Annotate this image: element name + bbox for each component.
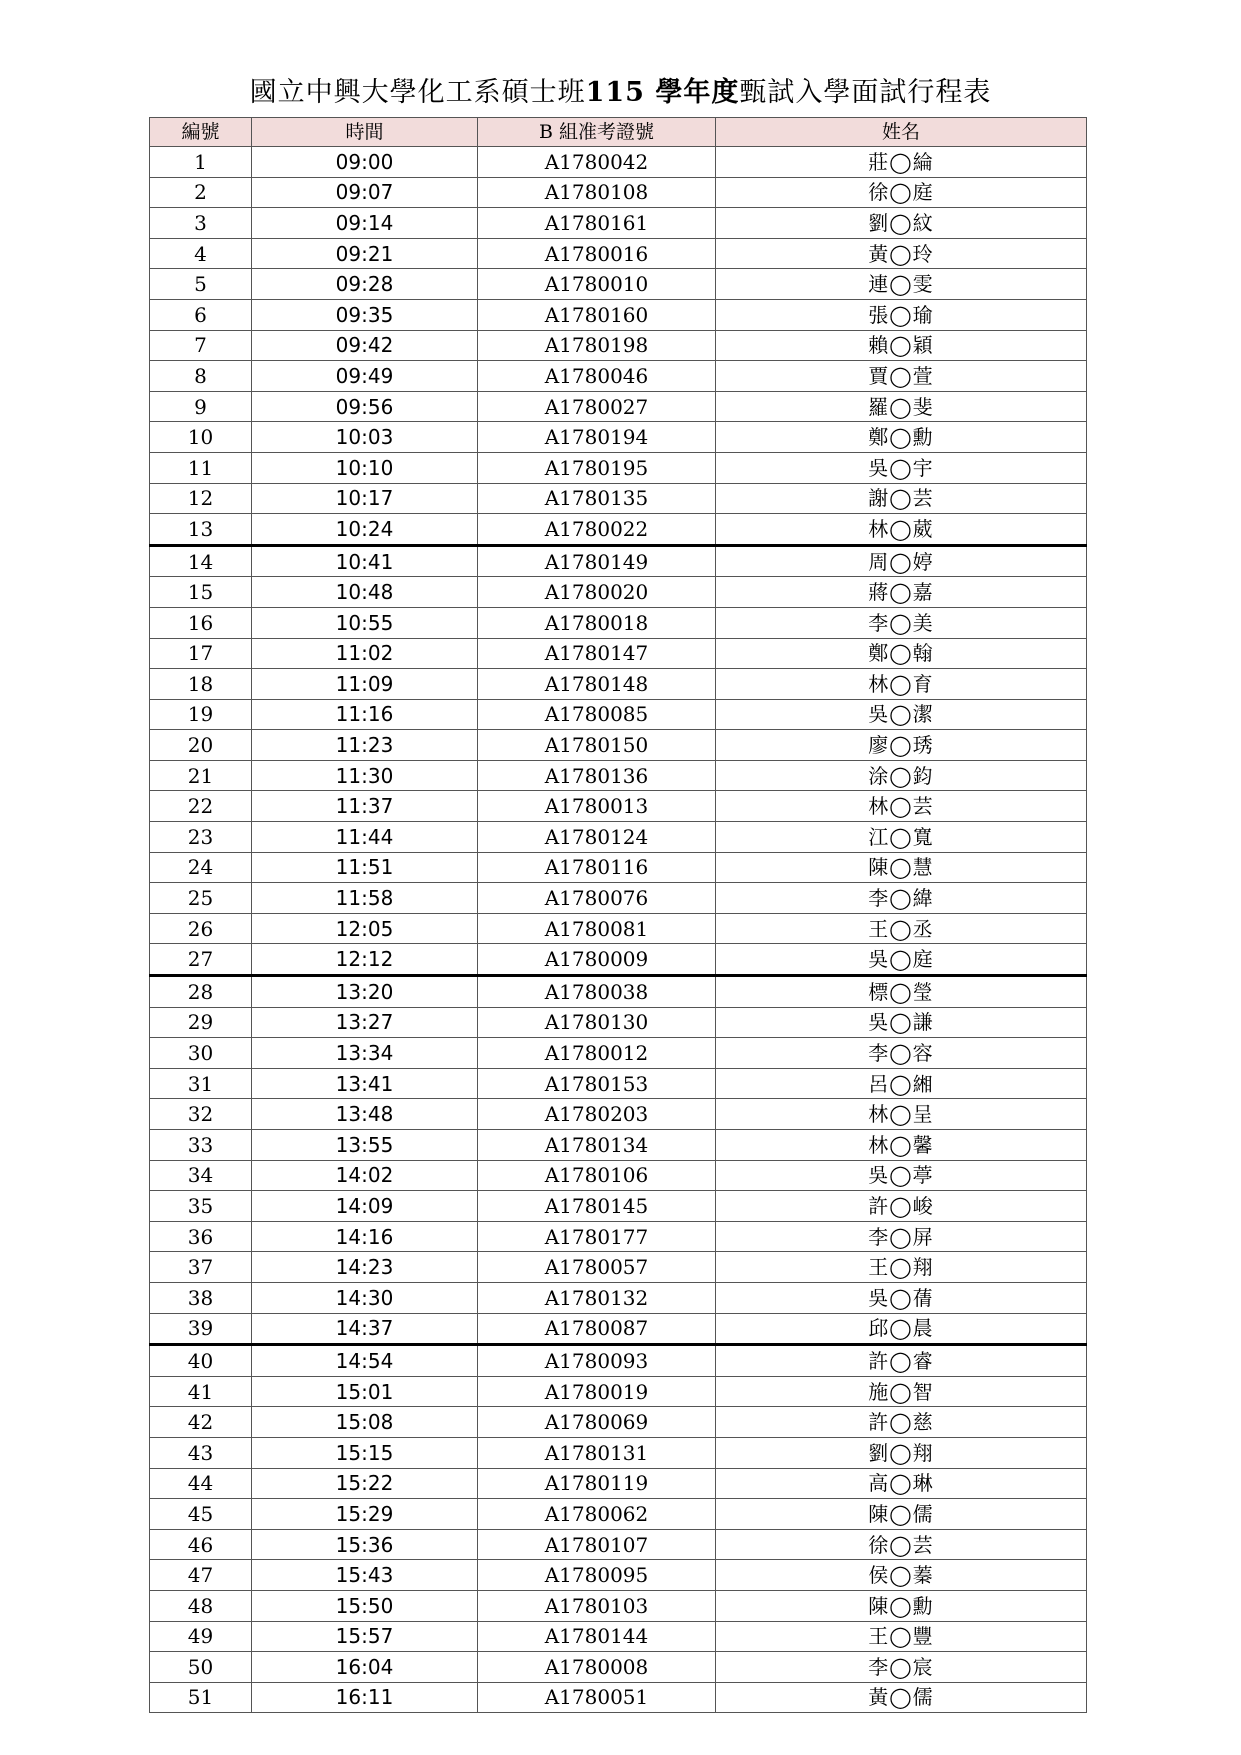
table-row xyxy=(150,1652,1087,1683)
table-row xyxy=(150,944,1087,976)
table-row xyxy=(150,730,1087,761)
table-row xyxy=(150,391,1087,422)
table-row xyxy=(150,1560,1087,1591)
table-row xyxy=(150,1313,1087,1345)
row-time: 13:20 xyxy=(252,976,478,1008)
row-name: 鄭◯勳 xyxy=(716,422,1087,453)
row-time: 15:57 xyxy=(252,1621,478,1652)
row-name: 黃◯玲 xyxy=(716,238,1087,269)
row-exam-id: A1780093 xyxy=(478,1345,716,1377)
row-exam-id: A1780010 xyxy=(478,269,716,300)
row-name: 林◯馨 xyxy=(716,1130,1087,1161)
row-exam-id: A1780198 xyxy=(478,330,716,361)
row-number: 23 xyxy=(150,822,252,853)
row-name: 黃◯儒 xyxy=(716,1682,1087,1713)
table-row xyxy=(150,791,1087,822)
row-time: 11:58 xyxy=(252,883,478,914)
row-exam-id: A1780145 xyxy=(478,1191,716,1222)
table-row xyxy=(150,1376,1087,1407)
row-name: 吳◯庭 xyxy=(716,944,1087,976)
row-number: 51 xyxy=(150,1682,252,1713)
row-number: 15 xyxy=(150,577,252,608)
row-time: 15:29 xyxy=(252,1499,478,1530)
row-exam-id: A1780177 xyxy=(478,1221,716,1252)
row-number: 21 xyxy=(150,760,252,791)
row-name: 許◯慈 xyxy=(716,1407,1087,1438)
table-row xyxy=(150,361,1087,392)
table-row xyxy=(150,299,1087,330)
row-exam-id: A1780107 xyxy=(478,1529,716,1560)
row-name: 吳◯蒨 xyxy=(716,1282,1087,1313)
row-exam-id: A1780134 xyxy=(478,1130,716,1161)
row-time: 09:35 xyxy=(252,299,478,330)
row-name: 謝◯芸 xyxy=(716,483,1087,514)
row-name: 徐◯芸 xyxy=(716,1529,1087,1560)
row-exam-id: A1780042 xyxy=(478,147,716,178)
row-name: 李◯宸 xyxy=(716,1652,1087,1683)
row-number: 7 xyxy=(150,330,252,361)
row-time: 16:04 xyxy=(252,1652,478,1683)
row-name: 徐◯庭 xyxy=(716,177,1087,208)
table-row xyxy=(150,330,1087,361)
row-number: 28 xyxy=(150,976,252,1008)
table-row xyxy=(150,822,1087,853)
row-name: 鄭◯翰 xyxy=(716,638,1087,669)
row-time: 13:48 xyxy=(252,1099,478,1130)
header-no: 編號 xyxy=(150,118,252,147)
row-number: 37 xyxy=(150,1252,252,1283)
table-row xyxy=(150,607,1087,638)
row-number: 27 xyxy=(150,944,252,976)
row-exam-id: A1780019 xyxy=(478,1376,716,1407)
page-title xyxy=(0,76,1241,110)
row-exam-id: A1780160 xyxy=(478,299,716,330)
row-name: 許◯睿 xyxy=(716,1345,1087,1377)
table-row xyxy=(150,1191,1087,1222)
row-name: 江◯寬 xyxy=(716,822,1087,853)
row-time: 14:02 xyxy=(252,1160,478,1191)
row-time: 09:49 xyxy=(252,361,478,392)
header-time: 時間 xyxy=(252,118,478,147)
row-name: 劉◯翔 xyxy=(716,1437,1087,1468)
row-time: 15:22 xyxy=(252,1468,478,1499)
row-name: 王◯翔 xyxy=(716,1252,1087,1283)
row-name: 林◯芸 xyxy=(716,791,1087,822)
row-exam-id: A1780008 xyxy=(478,1652,716,1683)
title-academic-year: 115 學年度 xyxy=(585,77,740,108)
table-row xyxy=(150,699,1087,730)
row-number: 42 xyxy=(150,1407,252,1438)
row-number: 12 xyxy=(150,483,252,514)
table-row xyxy=(150,208,1087,239)
table-row xyxy=(150,1282,1087,1313)
row-name: 邱◯晨 xyxy=(716,1313,1087,1345)
row-time: 10:24 xyxy=(252,514,478,546)
row-time: 14:16 xyxy=(252,1221,478,1252)
row-time: 14:30 xyxy=(252,1282,478,1313)
table-row xyxy=(150,452,1087,483)
row-exam-id: A1780130 xyxy=(478,1007,716,1038)
row-name: 羅◯斐 xyxy=(716,391,1087,422)
row-time: 09:07 xyxy=(252,177,478,208)
table-row xyxy=(150,1099,1087,1130)
row-number: 39 xyxy=(150,1313,252,1345)
row-number: 49 xyxy=(150,1621,252,1652)
table-row xyxy=(150,577,1087,608)
row-name: 林◯育 xyxy=(716,669,1087,700)
row-exam-id: A1780116 xyxy=(478,852,716,883)
row-exam-id: A1780124 xyxy=(478,822,716,853)
table-header-row xyxy=(150,118,1087,147)
row-time: 11:23 xyxy=(252,730,478,761)
row-exam-id: A1780009 xyxy=(478,944,716,976)
table-row xyxy=(150,883,1087,914)
table-row xyxy=(150,1130,1087,1161)
table-row xyxy=(150,514,1087,546)
row-exam-id: A1780119 xyxy=(478,1468,716,1499)
row-name: 蔣◯嘉 xyxy=(716,577,1087,608)
table-row xyxy=(150,1468,1087,1499)
row-number: 16 xyxy=(150,607,252,638)
row-exam-id: A1780012 xyxy=(478,1038,716,1069)
row-exam-id: A1780148 xyxy=(478,669,716,700)
row-time: 15:08 xyxy=(252,1407,478,1438)
row-number: 1 xyxy=(150,147,252,178)
row-number: 33 xyxy=(150,1130,252,1161)
row-time: 11:30 xyxy=(252,760,478,791)
row-time: 15:01 xyxy=(252,1376,478,1407)
row-time: 11:09 xyxy=(252,669,478,700)
row-number: 6 xyxy=(150,299,252,330)
row-time: 15:15 xyxy=(252,1437,478,1468)
row-number: 13 xyxy=(150,514,252,546)
row-number: 10 xyxy=(150,422,252,453)
row-name: 賴◯穎 xyxy=(716,330,1087,361)
row-exam-id: A1780016 xyxy=(478,238,716,269)
row-time: 16:11 xyxy=(252,1682,478,1713)
row-time: 13:55 xyxy=(252,1130,478,1161)
row-number: 48 xyxy=(150,1590,252,1621)
row-name: 李◯緯 xyxy=(716,883,1087,914)
row-number: 36 xyxy=(150,1221,252,1252)
row-exam-id: A1780085 xyxy=(478,699,716,730)
row-exam-id: A1780161 xyxy=(478,208,716,239)
row-name: 連◯雯 xyxy=(716,269,1087,300)
row-number: 5 xyxy=(150,269,252,300)
table-row xyxy=(150,976,1087,1008)
row-name: 吳◯葶 xyxy=(716,1160,1087,1191)
header-exam-id: B 組准考證號 xyxy=(478,118,716,147)
row-number: 22 xyxy=(150,791,252,822)
row-number: 8 xyxy=(150,361,252,392)
table-row xyxy=(150,1345,1087,1377)
table-row xyxy=(150,177,1087,208)
row-time: 10:55 xyxy=(252,607,478,638)
row-name: 侯◯蓁 xyxy=(716,1560,1087,1591)
row-exam-id: A1780135 xyxy=(478,483,716,514)
row-name: 林◯呈 xyxy=(716,1099,1087,1130)
row-name: 高◯琳 xyxy=(716,1468,1087,1499)
row-exam-id: A1780203 xyxy=(478,1099,716,1130)
row-number: 38 xyxy=(150,1282,252,1313)
row-exam-id: A1780020 xyxy=(478,577,716,608)
row-number: 4 xyxy=(150,238,252,269)
row-time: 10:10 xyxy=(252,452,478,483)
table-row xyxy=(150,1007,1087,1038)
row-number: 24 xyxy=(150,852,252,883)
row-exam-id: A1780195 xyxy=(478,452,716,483)
row-exam-id: A1780136 xyxy=(478,760,716,791)
row-time: 11:37 xyxy=(252,791,478,822)
row-number: 35 xyxy=(150,1191,252,1222)
row-number: 3 xyxy=(150,208,252,239)
row-exam-id: A1780027 xyxy=(478,391,716,422)
row-number: 18 xyxy=(150,669,252,700)
row-exam-id: A1780194 xyxy=(478,422,716,453)
row-name: 王◯丞 xyxy=(716,913,1087,944)
table-row xyxy=(150,1160,1087,1191)
row-exam-id: A1780108 xyxy=(478,177,716,208)
row-number: 14 xyxy=(150,545,252,577)
row-exam-id: A1780076 xyxy=(478,883,716,914)
row-time: 09:14 xyxy=(252,208,478,239)
row-time: 09:00 xyxy=(252,147,478,178)
row-name: 施◯智 xyxy=(716,1376,1087,1407)
title-department: 國立中興大學化工系碩士班 xyxy=(249,77,586,108)
row-number: 43 xyxy=(150,1437,252,1468)
row-exam-id: A1780038 xyxy=(478,976,716,1008)
table-row xyxy=(150,1682,1087,1713)
row-number: 31 xyxy=(150,1068,252,1099)
row-exam-id: A1780095 xyxy=(478,1560,716,1591)
table-row xyxy=(150,913,1087,944)
row-exam-id: A1780051 xyxy=(478,1682,716,1713)
row-number: 45 xyxy=(150,1499,252,1530)
table-row xyxy=(150,669,1087,700)
row-name: 王◯豐 xyxy=(716,1621,1087,1652)
row-time: 13:34 xyxy=(252,1038,478,1069)
row-exam-id: A1780149 xyxy=(478,545,716,577)
row-time: 09:42 xyxy=(252,330,478,361)
row-name: 廖◯琇 xyxy=(716,730,1087,761)
table-row xyxy=(150,1252,1087,1283)
table-row xyxy=(150,638,1087,669)
row-number: 47 xyxy=(150,1560,252,1591)
row-name: 李◯容 xyxy=(716,1038,1087,1069)
table-row xyxy=(150,1038,1087,1069)
row-exam-id: A1780081 xyxy=(478,913,716,944)
row-name: 涂◯鈞 xyxy=(716,760,1087,791)
row-time: 14:37 xyxy=(252,1313,478,1345)
row-time: 10:48 xyxy=(252,577,478,608)
row-time: 10:17 xyxy=(252,483,478,514)
row-number: 26 xyxy=(150,913,252,944)
table-row xyxy=(150,269,1087,300)
table-row xyxy=(150,1068,1087,1099)
row-name: 吳◯潔 xyxy=(716,699,1087,730)
row-time: 09:21 xyxy=(252,238,478,269)
row-name: 莊◯綸 xyxy=(716,147,1087,178)
row-number: 19 xyxy=(150,699,252,730)
row-exam-id: A1780131 xyxy=(478,1437,716,1468)
row-exam-id: A1780103 xyxy=(478,1590,716,1621)
table-row xyxy=(150,1590,1087,1621)
row-time: 09:28 xyxy=(252,269,478,300)
table-row xyxy=(150,760,1087,791)
table-row xyxy=(150,1621,1087,1652)
row-exam-id: A1780087 xyxy=(478,1313,716,1345)
row-time: 14:54 xyxy=(252,1345,478,1377)
row-exam-id: A1780057 xyxy=(478,1252,716,1283)
row-time: 09:56 xyxy=(252,391,478,422)
row-exam-id: A1780022 xyxy=(478,514,716,546)
row-time: 13:41 xyxy=(252,1068,478,1099)
row-name: 李◯屏 xyxy=(716,1221,1087,1252)
row-exam-id: A1780153 xyxy=(478,1068,716,1099)
table-row xyxy=(150,1407,1087,1438)
row-time: 10:41 xyxy=(252,545,478,577)
row-number: 11 xyxy=(150,452,252,483)
row-time: 12:12 xyxy=(252,944,478,976)
row-time: 12:05 xyxy=(252,913,478,944)
row-time: 14:23 xyxy=(252,1252,478,1283)
row-number: 34 xyxy=(150,1160,252,1191)
row-exam-id: A1780062 xyxy=(478,1499,716,1530)
row-name: 吳◯宇 xyxy=(716,452,1087,483)
row-number: 32 xyxy=(150,1099,252,1130)
table-body xyxy=(150,147,1087,1713)
table-row xyxy=(150,1437,1087,1468)
row-time: 15:43 xyxy=(252,1560,478,1591)
table-row xyxy=(150,422,1087,453)
row-number: 20 xyxy=(150,730,252,761)
row-exam-id: A1780069 xyxy=(478,1407,716,1438)
row-name: 賈◯萱 xyxy=(716,361,1087,392)
row-number: 30 xyxy=(150,1038,252,1069)
row-name: 陳◯慧 xyxy=(716,852,1087,883)
row-time: 11:16 xyxy=(252,699,478,730)
row-time: 11:02 xyxy=(252,638,478,669)
row-time: 15:50 xyxy=(252,1590,478,1621)
row-number: 17 xyxy=(150,638,252,669)
row-name: 林◯葳 xyxy=(716,514,1087,546)
interview-schedule-table xyxy=(149,117,1087,1713)
row-number: 41 xyxy=(150,1376,252,1407)
row-number: 25 xyxy=(150,883,252,914)
row-time: 10:03 xyxy=(252,422,478,453)
row-name: 許◯峻 xyxy=(716,1191,1087,1222)
row-name: 劉◯紋 xyxy=(716,208,1087,239)
row-number: 50 xyxy=(150,1652,252,1683)
row-name: 呂◯緗 xyxy=(716,1068,1087,1099)
table-row xyxy=(150,545,1087,577)
table-row xyxy=(150,1529,1087,1560)
table-row xyxy=(150,238,1087,269)
row-number: 46 xyxy=(150,1529,252,1560)
row-number: 29 xyxy=(150,1007,252,1038)
row-exam-id: A1780132 xyxy=(478,1282,716,1313)
row-name: 周◯婷 xyxy=(716,545,1087,577)
row-time: 11:51 xyxy=(252,852,478,883)
row-exam-id: A1780147 xyxy=(478,638,716,669)
table-row xyxy=(150,147,1087,178)
table-row xyxy=(150,1221,1087,1252)
row-exam-id: A1780150 xyxy=(478,730,716,761)
title-schedule: 甄試入學面試行程表 xyxy=(739,77,992,108)
row-number: 9 xyxy=(150,391,252,422)
row-name: 李◯美 xyxy=(716,607,1087,638)
row-exam-id: A1780013 xyxy=(478,791,716,822)
row-exam-id: A1780106 xyxy=(478,1160,716,1191)
row-name: 張◯瑜 xyxy=(716,299,1087,330)
row-name: 吳◯謙 xyxy=(716,1007,1087,1038)
row-exam-id: A1780018 xyxy=(478,607,716,638)
table-row xyxy=(150,852,1087,883)
row-time: 11:44 xyxy=(252,822,478,853)
row-time: 14:09 xyxy=(252,1191,478,1222)
table-row xyxy=(150,483,1087,514)
row-exam-id: A1780046 xyxy=(478,361,716,392)
header-name: 姓名 xyxy=(716,118,1087,147)
table-row xyxy=(150,1499,1087,1530)
row-number: 2 xyxy=(150,177,252,208)
row-name: 陳◯儒 xyxy=(716,1499,1087,1530)
row-time: 13:27 xyxy=(252,1007,478,1038)
row-number: 44 xyxy=(150,1468,252,1499)
row-number: 40 xyxy=(150,1345,252,1377)
row-name: 標◯瑩 xyxy=(716,976,1087,1008)
row-name: 陳◯勳 xyxy=(716,1590,1087,1621)
row-exam-id: A1780144 xyxy=(478,1621,716,1652)
row-time: 15:36 xyxy=(252,1529,478,1560)
